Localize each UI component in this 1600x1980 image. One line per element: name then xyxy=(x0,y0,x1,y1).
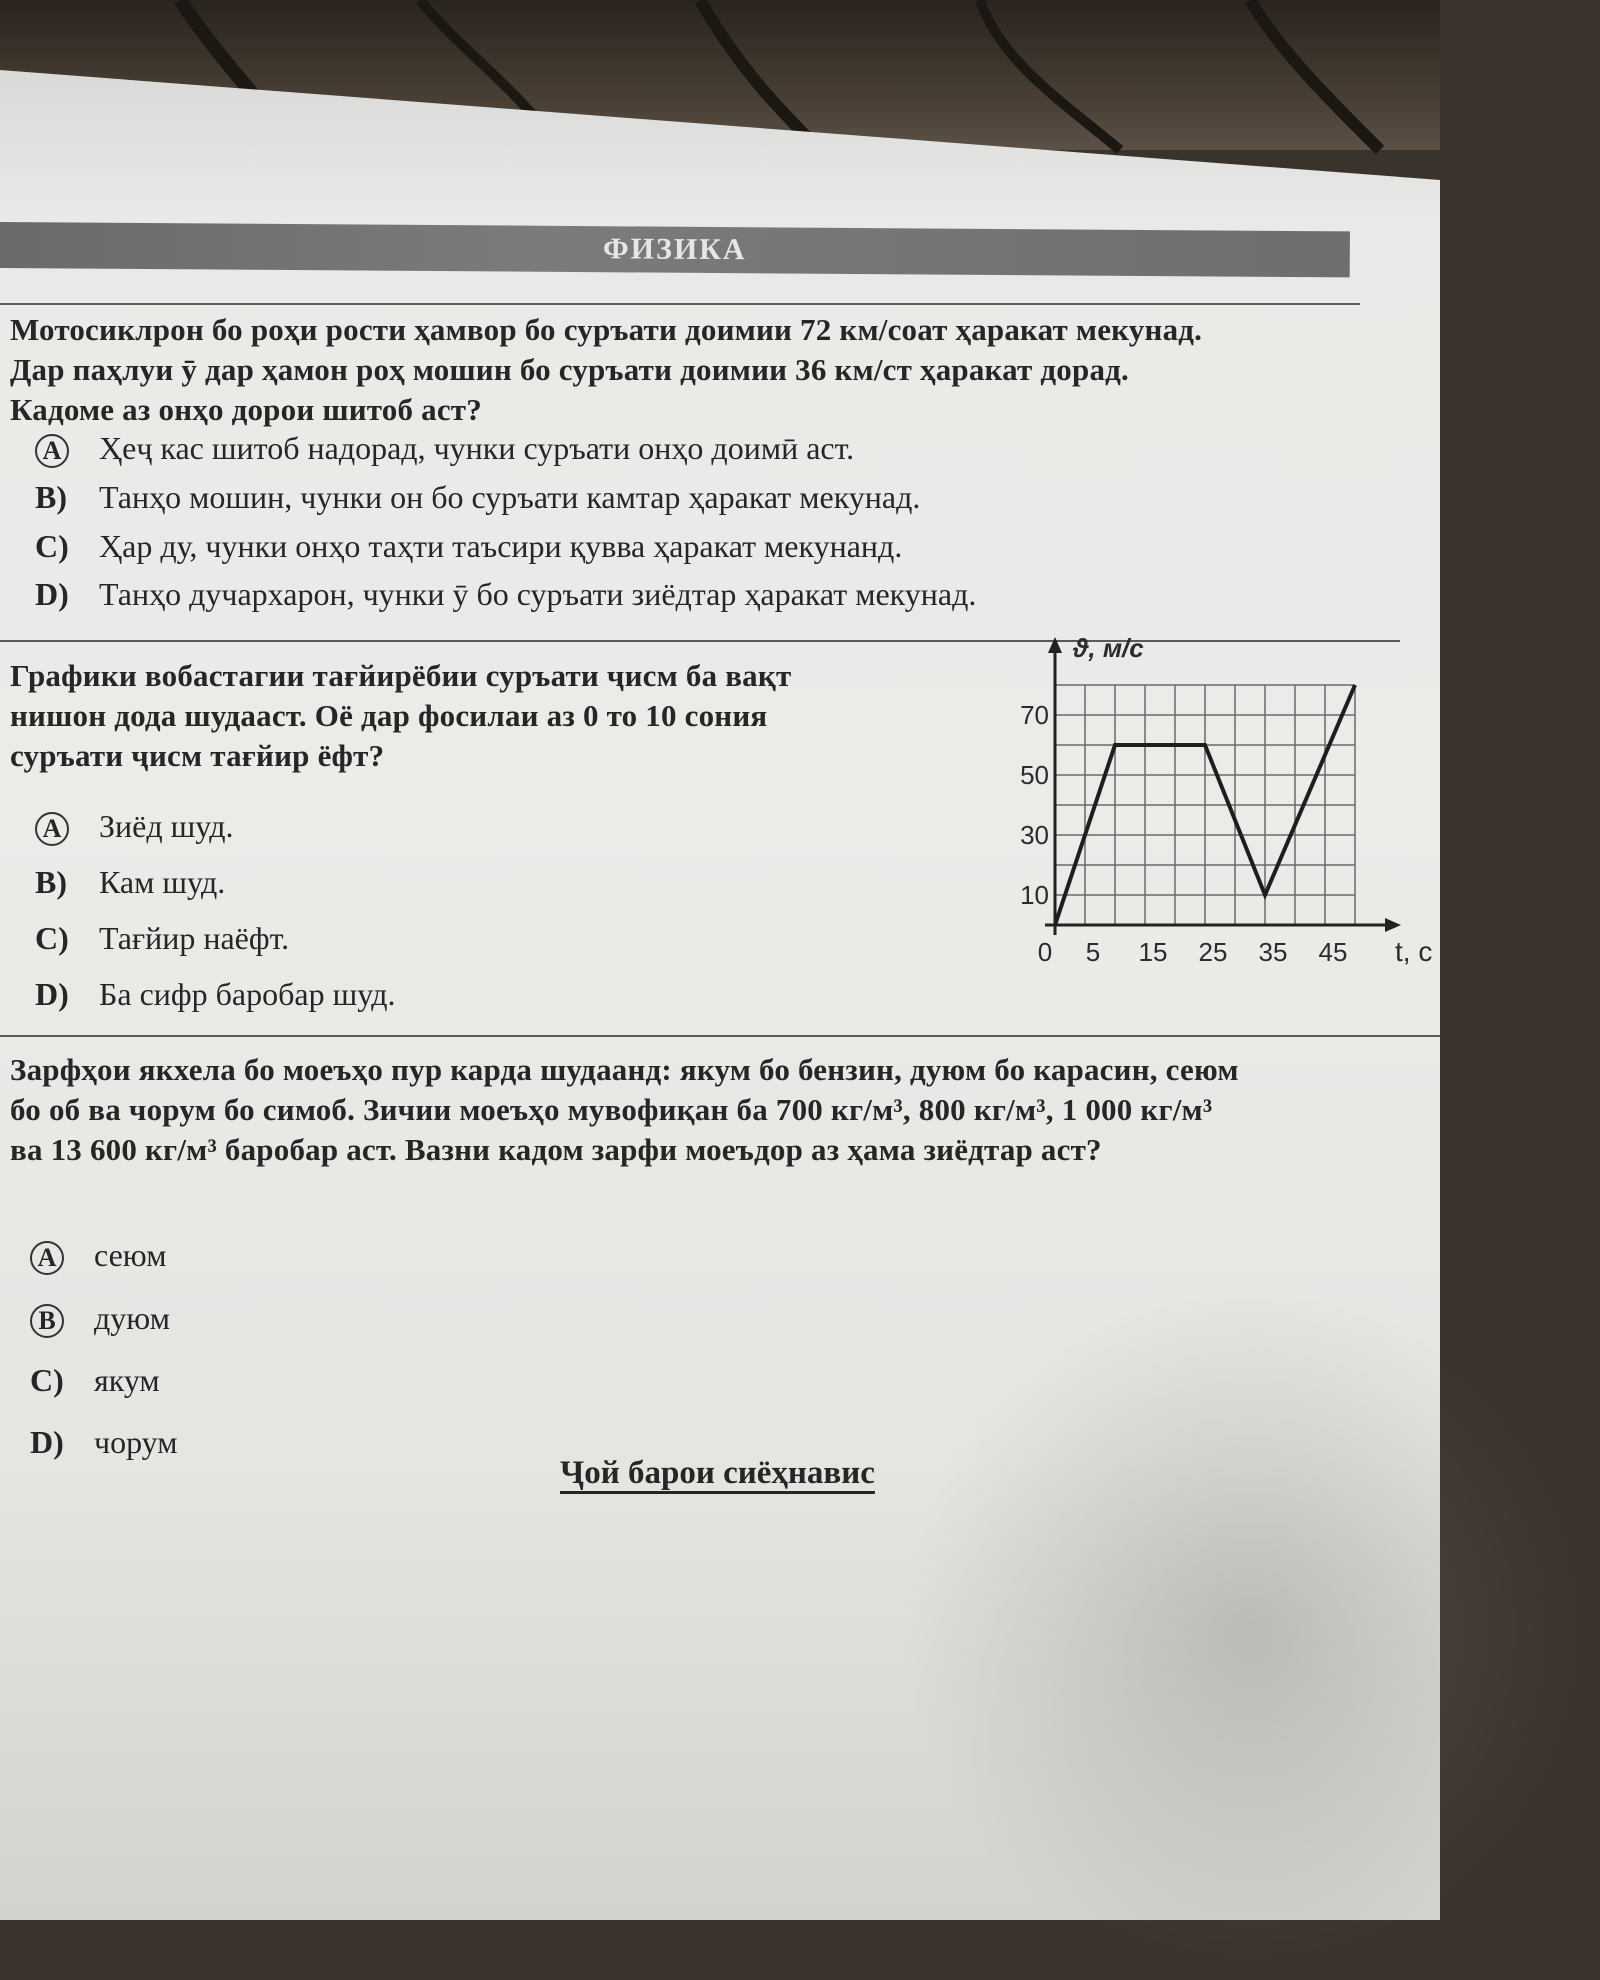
velocity-time-chart xyxy=(990,633,1433,995)
x-axis-label: t, c xyxy=(1395,936,1433,967)
x-tick-label: 5 xyxy=(1085,937,1101,967)
option-text: Ҳар ду, чунки онҳо таҳти таъсири қувва ҳаракат мекунанд. xyxy=(99,528,903,564)
circled-mark-icon: A xyxy=(35,812,69,846)
option-text: якум xyxy=(94,1362,160,1398)
divider xyxy=(0,303,1360,305)
question-1-option-d[interactable] xyxy=(35,574,976,614)
option-text: Ҳеҷ кас шитоб надорад, чунки суръати онҳо доимӣ аст. xyxy=(99,430,855,466)
question-3-option-b[interactable] xyxy=(30,1298,170,1338)
option-text: Кам шуд. xyxy=(99,864,226,900)
divider xyxy=(0,640,1400,642)
circled-mark-icon: B xyxy=(30,1304,64,1338)
question-2-option-b[interactable] xyxy=(35,862,225,902)
option-letter xyxy=(30,1298,78,1338)
question-3-option-a[interactable] xyxy=(30,1235,167,1275)
subject-header xyxy=(0,222,1350,277)
option-letter: C) xyxy=(30,1362,64,1398)
x-tick-label: 0 xyxy=(1037,937,1053,967)
question-3-option-c[interactable] xyxy=(30,1360,160,1400)
option-letter xyxy=(35,428,83,468)
y-tick-label: 50 xyxy=(1020,760,1049,790)
chart-ticks xyxy=(1020,700,1347,967)
option-text: сеюм xyxy=(94,1237,167,1273)
option-text: чорум xyxy=(94,1424,178,1460)
y-tick-label: 70 xyxy=(1020,700,1049,730)
option-text: Танҳо дучархарон, чунки ӯ бо суръати зиёдтар ҳаракат мекунад. xyxy=(99,576,977,612)
circled-mark-icon: A xyxy=(30,1241,64,1275)
option-letter: B) xyxy=(35,479,67,515)
option-text: Ба сифр баробар шуд. xyxy=(99,976,396,1012)
question-2-line-3: суръати ҷисм тағйир ёфт? xyxy=(10,738,385,773)
option-text: Танҳо мошин, чунки он бо суръати камтар ҳаракат мекунад. xyxy=(99,479,921,515)
x-tick-label: 45 xyxy=(1318,937,1348,967)
question-3-text xyxy=(10,1050,1239,1170)
y-tick-label: 30 xyxy=(1020,820,1049,850)
question-2-option-d[interactable] xyxy=(35,974,396,1014)
question-2-line-2: нишон дода шудааст. Оё дар фосилаи аз 0 то 10 сония xyxy=(10,698,768,733)
question-2-option-c[interactable] xyxy=(35,918,289,958)
question-1-line-3: Кадоме аз онҳо дорои шитоб аст? xyxy=(10,392,482,427)
option-letter xyxy=(30,1235,78,1275)
chart-grid xyxy=(1055,685,1355,925)
option-letter: B) xyxy=(35,864,67,900)
option-letter: C) xyxy=(35,528,69,564)
question-3-line-1: Зарфҳои якхела бо моеъҳо пур карда шудаанд: якум бо бензин, дуюм бо карасин, сеюм xyxy=(10,1052,1239,1087)
question-1-line-2: Дар паҳлуи ӯ дар ҳамон роҳ мошин бо суръати доимии 36 км/ст ҳаракат дорад. xyxy=(10,352,1129,387)
question-1-option-a[interactable] xyxy=(35,428,854,468)
option-letter: D) xyxy=(35,976,69,1012)
scratch-area-label: Ҷой барои сиёҳнавис xyxy=(560,1455,875,1491)
divider xyxy=(0,1035,1440,1037)
option-text: Зиёд шуд. xyxy=(99,808,234,844)
question-1-line-1: Мотосиклрон бо роҳи рости ҳамвор бо суръати доимии 72 км/соат ҳаракат мекунад. xyxy=(10,312,1203,347)
x-tick-label: 35 xyxy=(1258,937,1288,967)
circled-mark-icon: A xyxy=(35,434,69,468)
question-1-text xyxy=(10,310,1202,430)
y-tick-label: 10 xyxy=(1020,880,1049,910)
question-1-option-b[interactable] xyxy=(35,477,920,517)
question-3-line-2: бо об ва чорум бо симоб. Зичии моеъҳо мувофиқан ба 700 кг/м³, 800 кг/м³, 1 000 кг/м³ xyxy=(10,1092,1213,1127)
option-letter: D) xyxy=(35,576,69,612)
option-letter: D) xyxy=(30,1424,64,1460)
option-letter xyxy=(35,806,83,846)
option-text: Тағйир наёфт. xyxy=(99,920,290,956)
question-1-option-c[interactable] xyxy=(35,526,902,566)
x-axis-arrow-icon xyxy=(1385,918,1401,932)
question-2-option-a[interactable] xyxy=(35,806,234,846)
question-3-option-d[interactable] xyxy=(30,1422,178,1462)
option-letter: C) xyxy=(35,920,69,956)
question-3-line-3: ва 13 600 кг/м³ баробар аст. Вазни кадом зарфи моеъдор аз ҳама зиёдтар аст? xyxy=(10,1132,1102,1167)
y-axis-label: ϑ, м/с xyxy=(1073,633,1144,663)
question-2-line-1: Графики вобастагии тағйирёбии суръати ҷисм ба вақт xyxy=(10,658,792,693)
subject-title: ФИЗИКА xyxy=(602,232,747,267)
x-tick-label: 25 xyxy=(1198,937,1228,967)
x-tick-label: 15 xyxy=(1138,937,1168,967)
option-text: дуюм xyxy=(94,1300,171,1336)
question-2-text xyxy=(10,656,791,776)
